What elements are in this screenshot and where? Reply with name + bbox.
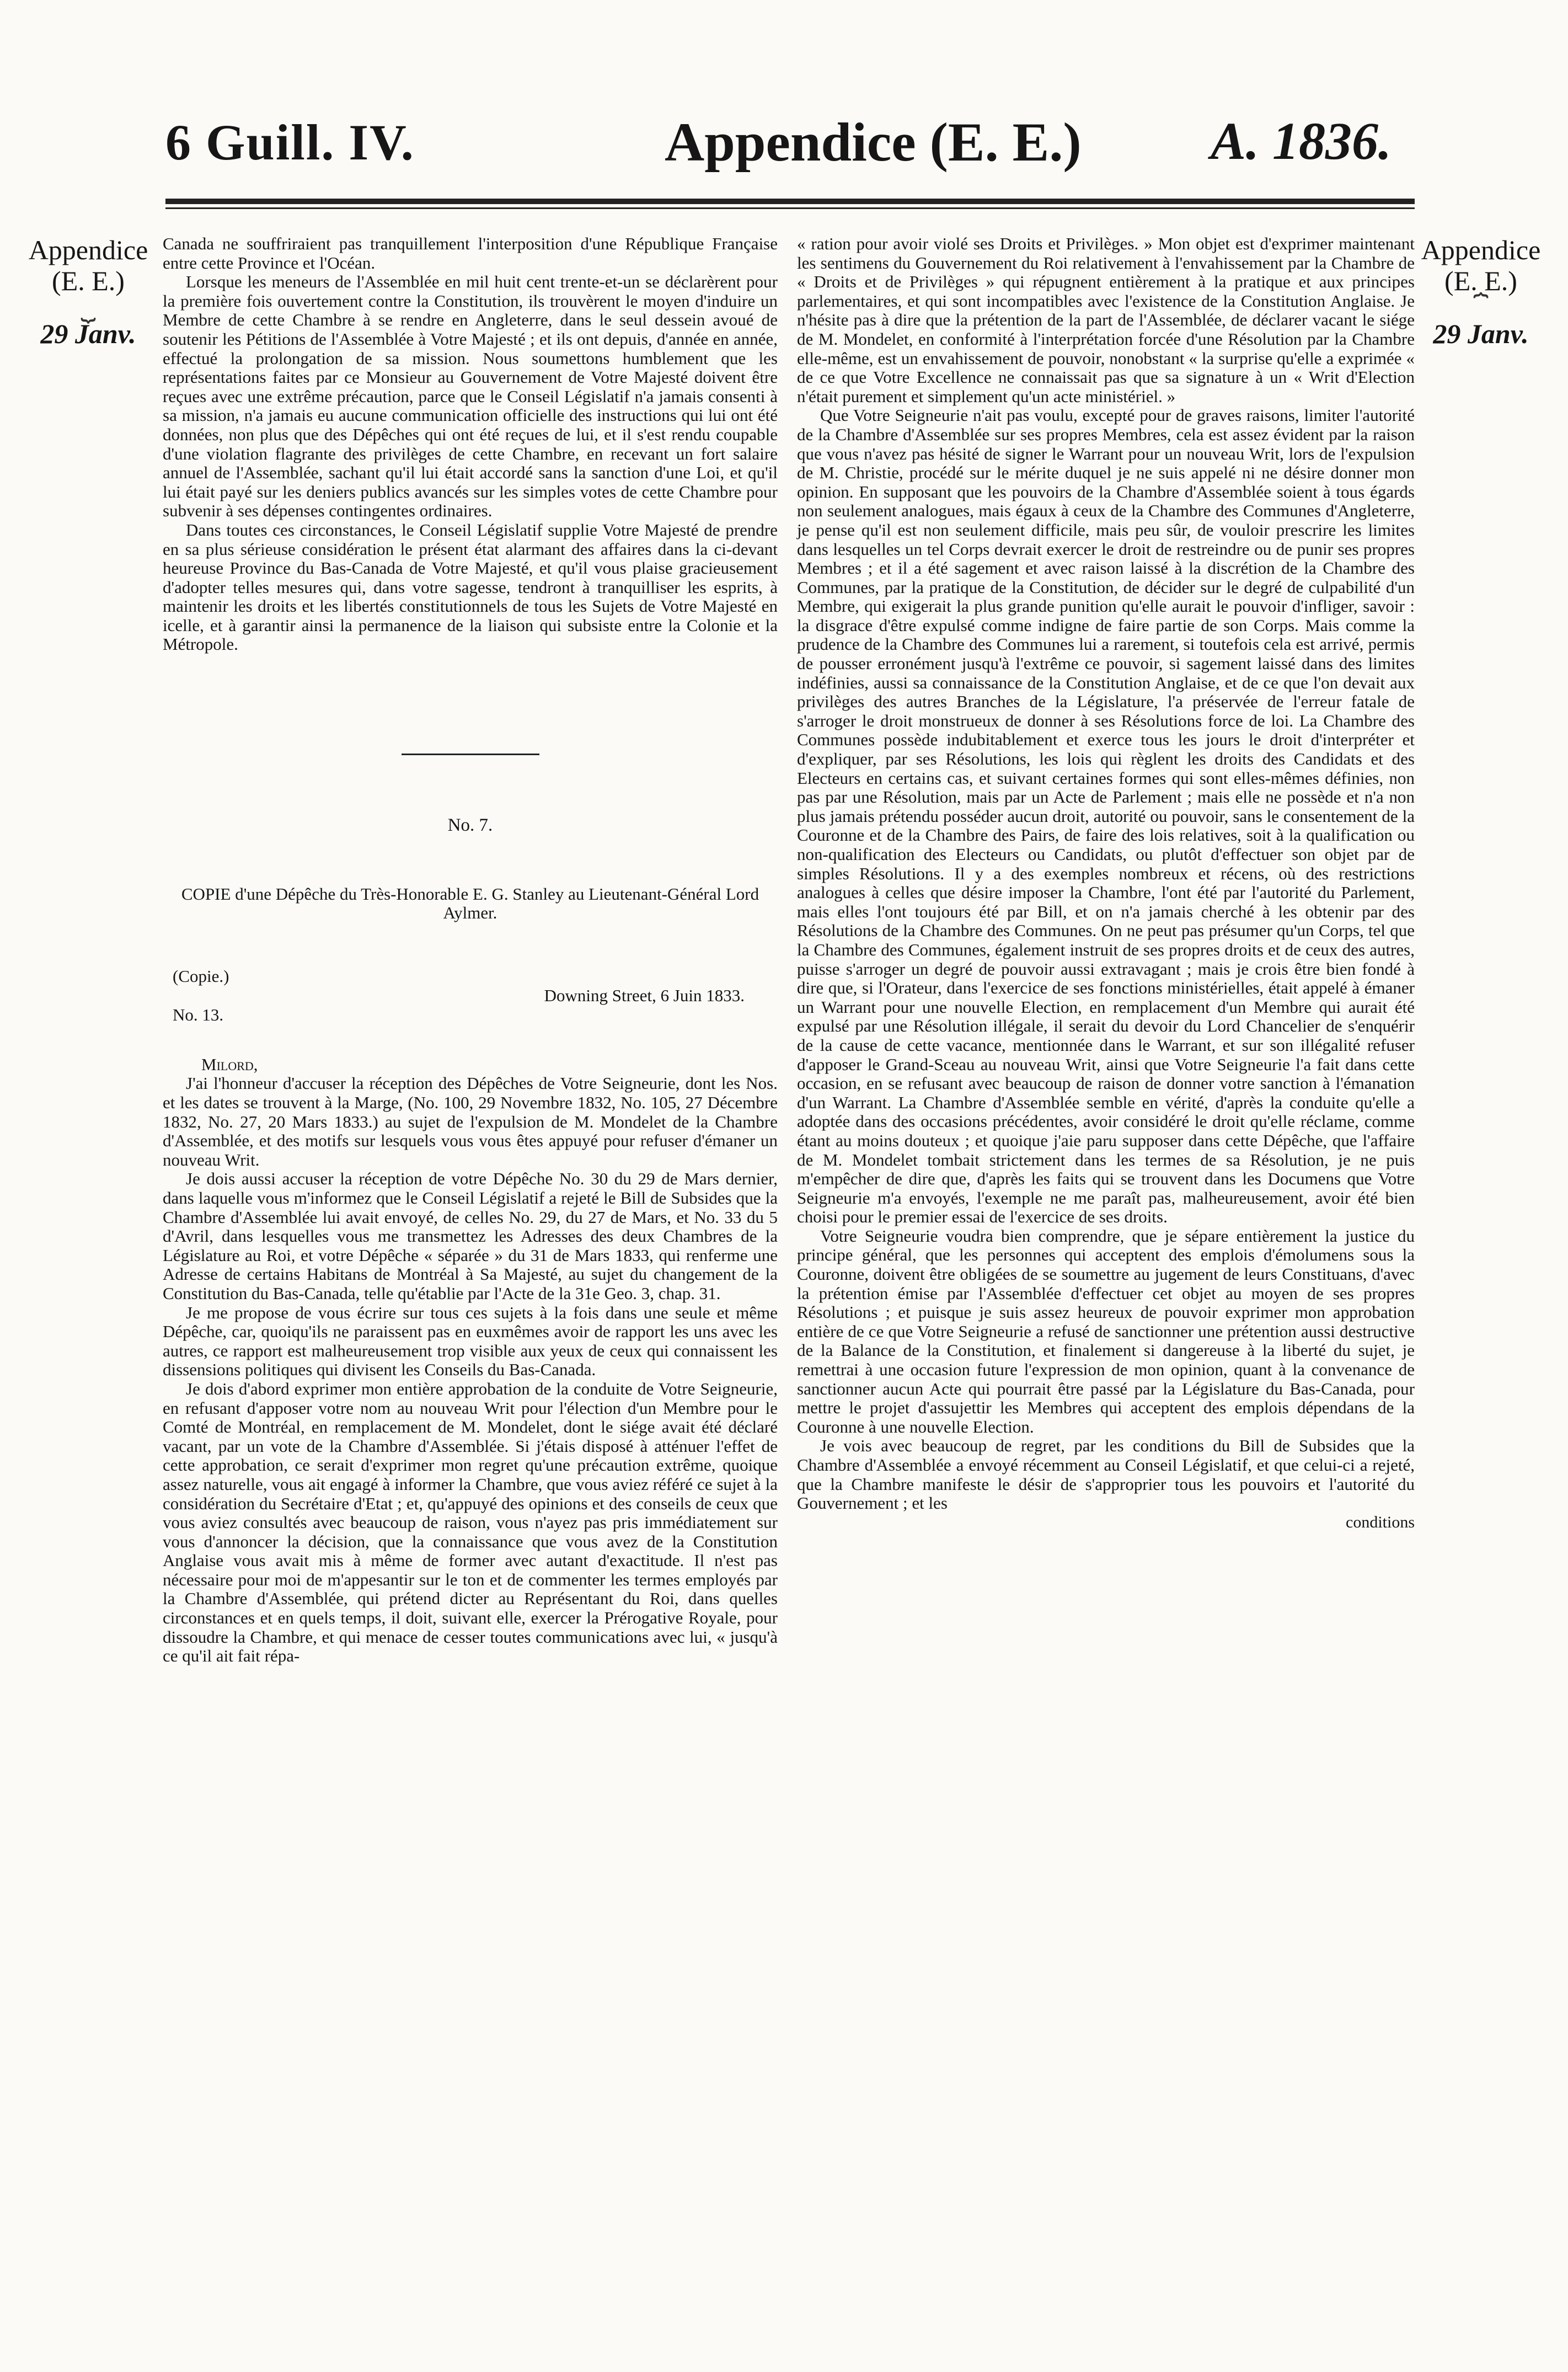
margin-note-left xyxy=(22,234,154,349)
margin-ref: (E. E.) xyxy=(1444,265,1517,296)
right-column xyxy=(797,234,1415,1532)
salutation: Milord, xyxy=(201,1054,258,1074)
document-title: COPIE d'une Dépêche du Très-Honorable E. G. Stanley au Lieutenant-Général Lord Aylmer. xyxy=(181,884,759,923)
paragraph: Je dois d'abord exprimer mon entière approbation de la conduite de Votre Seigneurie, en refusant d'apposer votre nom au nouveau Writ pour l'élection d'un Membre pour le Comté de Montréal, en remplacement de M. Mondelet, dont le siége avait été déclaré vacant, par un vote de la Chambre d'Assemblée. Si j'étais disposé à atténuer l'effet de cette approbation, ce serait d'exprimer mon regret qu'une précaution extrême, quoique assez naturelle, vous ait engagé à informer la Chambre, que vous aviez référé ce sujet à la considération du Secrétaire d'Etat ; et, qu'appuyé des opinions et des conseils de ceux que vous aviez consultés avec beaucoup de raison, vous n'ayez pas pris immédiatement sur vous d'annoncer la décision, que la connaissance que vous avez de la Constitution Anglaise vous avait mis à même de former avec autant d'exactitude. Il n'est pas nécessaire pour moi de m'appesantir sur le ton et de commenter les termes employés par la Chambre d'Assemblée, qui prétend dicter au Représentant du Roi, dans quelles circonstances et en quels temps, il doit, suivant elle, exercer la Prérogative Royale, pour dissoudre la Chambre, et qui menace de cesser toutes communications avec lui, « jusqu'à ce qu'il ait fait répa- xyxy=(163,1379,778,1666)
margin-note-right xyxy=(1415,234,1547,349)
brace-icon: ⏞ xyxy=(1473,293,1489,321)
paragraph: J'ai l'honneur d'accuser la réception des Dépêches de Votre Seigneurie, dont les Nos. et les dates se trouvent à la Marge, (No. 100, 29 Novembre 1832, No. 105, 27 Décembre 1832, No. 27, 20 Mars 1833.) au sujet de l'expulsion de M. Mondelet de la Chambre d'Assemblée, et des motifs sur lesquels vous vous êtes appuyé pour refuser d'émaner un nouveau Writ. xyxy=(163,1073,778,1169)
header-rule-thin xyxy=(165,207,1415,209)
document-number: No. 7. xyxy=(447,815,493,836)
left-column xyxy=(163,234,778,1666)
letter-meta xyxy=(163,967,778,1039)
paragraph: Lorsque les meneurs de l'Assemblée en mil huit cent trente-et-un se déclarèrent pour la première fois ouvertement contre la Constitution, ils trouvèrent le moyen d'induire un Membre de cette Chambre à se rendre en Angleterre, dans le seul dessein avoué de soutenir les Pétitions de l'Assemblée à Votre Majesté ; et ils ont depuis, d'année en année, effectué la prolongation de sa mission. Nous soumettons humblement que les représentations faites par ce Monsieur au Gouvernement de Votre Majesté doivent être reçues avec une extrême précaution, parce que le Conseil Législatif n'a jamais consenti à sa mission, n'a jamais eu aucune communication officielle des instructions qui lui ont été données, non plus que des Dépêches qui ont été reçues de lui, et il s'est rendu coupable d'une violation flagrante des privilèges de cette Chambre, en recevant un fort salaire annuel de l'Assemblée, sachant qu'il lui était accordé sans la sanction d'une Loi, et qu'il lui était payé sur les deniers publics avancés sur les simples votes de cette Chambre pour subvenir à ses dépenses contingentes ordinaires. xyxy=(163,272,778,521)
running-head-regnal-year: 6 Guill. IV. xyxy=(165,114,415,170)
margin-label: Appendice xyxy=(28,234,148,265)
margin-label: Appendice xyxy=(1421,234,1541,265)
place-date: Downing Street, 6 Juin 1833. xyxy=(544,985,745,1005)
catchword: conditions xyxy=(1346,1513,1415,1531)
paragraph: « ration pour avoir violé ses Droits et Privilèges. » Mon objet est d'exprimer maintenant les sentimens du Gouvernement du Roi relativement à l'envahissement par la Chambre de « Droits et de Privilèges » qui répugnent entièrement à la pratique et aux principes parlementaires, et qui sont incompatibles avec l'existence de la Constitution Anglaise. Je n'hésite pas à dire que la prétention de la part de l'Assemblée, de déclarer vacant le siége de M. Mondelet, en conformité à l'interprétation forcée d'une Résolution par la Chambre elle-même, est un envahissement de pouvoir, nonobstant « la surprise qu'elle a exprimée « de ce que Votre Excellence ne connaissait pas que sa signature à un « Writ d'Election n'était purement et simplement qu'un acte ministériel. » xyxy=(797,234,1415,406)
margin-date: 29 Janv. xyxy=(1433,318,1529,349)
paragraph: Je me propose de vous écrire sur tous ces sujets à la fois dans une seule et même Dépêche, car, quoiqu'ils ne paraissent pas en euxmêmes avoir de rapport les uns avec les autres, ce rapport est malheureusement trop visible aux yeux de ceux qui connaissent les dissensions politiques qui divisent les Conseils du Bas-Canada. xyxy=(163,1302,778,1380)
margin-date: 29 Janv. xyxy=(40,318,136,349)
reference-number: No. 13. xyxy=(173,1005,224,1024)
paragraph: Dans toutes ces circonstances, le Conseil Législatif supplie Votre Majesté de prendre en sa plus sérieuse considération le présent état alarmant des affaires dans la ci-devant heureuse Province du Bas-Canada de Votre Majesté, et qu'il vous plaise gracieusement d'adopter telles mesures qui, dans votre sagesse, tendront à tranquilliser les esprits, à maintenir les droits et les libertés constitutionnels de tous les Sujets de Votre Majesté en icelle, et à garantir ainsi la permanence de la liaison qui subsiste entre la Colonie et la Métropole. xyxy=(163,520,778,654)
paragraph: Canada ne souffriraient pas tranquillement l'interposition d'une République Française entre cette Province et l'Océan. xyxy=(163,234,778,273)
copy-label: (Copie.) xyxy=(173,966,229,986)
running-head-title: Appendice (E. E.) xyxy=(665,111,1082,173)
header-rule-thick xyxy=(165,199,1415,204)
paragraph: Que Votre Seigneurie n'ait pas voulu, excepté pour de graves raisons, limiter l'autorité de la Chambre d'Assemblée sur ses propres Membres, cela est assez évident par la raison que vous n'avez pas hésité de signer le Warrant pour un nouveau Writ, lors de l'expulsion de M. Christie, procédé sur le mérite duquel je ne suis appelé ni ne désire donner mon opinion. En supposant que les pouvoirs de la Chambre d'Assemblée soient à tous égards non seulement analogues, mais égaux à ceux de la Chambre des Communes d'Angleterre, je pense qu'il est non seulement difficile, mais peu sûr, de vouloir prescrire les limites dans lesquelles un tel Corps devrait exercer le droit de restreindre ou de punir ses propres Membres ; et il a été sagement et avec raison laissé à la discrétion de la Chambre des Communes, par la pratique de la Constitution, de décider sur le degré de culpabilité d'un Membre, qui exigerait la plus grande punition qu'elle aurait le pouvoir d'infliger, savoir : la disgrace d'être expulsé comme indigne de faire partie de son Corps. Mais comme la prudence de la Chambre des Communes lui a rarement, si toutefois cela est arrivé, permis de pousser erronément jusqu'à l'extrême ce pouvoir, si sagement laissé dans des limites indéfinies, aussi sa connaissance de la Constitution Anglaise, et de ce que l'on devait aux privilèges des autres Branches de la Législature, l'a préservée de l'erreur fatale de s'arroger le droit monstrueux de donner à ses Résolutions force de loi. La Chambre des Communes possède indubitablement et exerce tous les jours le droit d'interpréter et d'expliquer, par ses Résolutions, les lois qui règlent les droits des Candidats et des Electeurs en certains cas, et suivant certaines formes qui sont elles-mêmes définies, non pas par une Résolution, mais par un Acte de Parlement ; mais elle ne possède et n'a non plus jamais prétendu posséder aucun droit, autorité ou pouvoir, sans le consentement de la Couronne et de la Chambre des Pairs, de faire des lois relatives, soit à la qualification ou non-qualification des Electeurs ou Candidats, ou plutôt d'effectuer son objet par de simples Résolutions. Il y a des exemples nombreux et récens, où des restrictions analogues à celles que désire imposer la Chambre, l'ont été par l'autorité du Parlement, mais elles l'ont toujours été par Bill, et on n'a jamais cherché à les obtenir par des Résolutions de la Chambre des Communes. On ne peut pas présumer qu'un Corps, tel que la Chambre des Communes, également instruit de ses propres droits et de ceux des autres, puisse s'arroger un degré de pouvoir aussi extravagant ; mais je crois être bien fondé à dire que, si l'Orateur, dans l'exercice de ses fonctions ministérielles, était appelé à émaner un Warrant pour une nouvelle Election, en remplacement d'un Membre qui aurait été expulsé par une Résolution illégale, il serait du devoir du Lord Chancelier de s'enquérir de la cause de cette vacance, mentionnée dans le Warrant, et sur son illégalité refuser d'apposer le Grand-Sceau au nouveau Writ, ainsi que Votre Seigneurie l'a fait dans cette occasion, en se refusant avec beaucoup de raison de donner votre sanction à l'émanation d'un Warrant. La Chambre d'Assemblée semble en vérité, d'après la conduite qu'elle a adoptée dans des occasions précédentes, avoir considéré le droit qu'elle réclame, comme étant au moins douteux ; et quoique j'aie paru supposer dans cette Dépêche, que l'affaire de M. Mondelet tombait strictement dans les termes de sa Résolution, je ne puis m'empêcher de dire que, d'après les faits qui se trouvent dans les Documens que Votre Seigneurie m'a envoyés, l'exemple ne me paraît pas, malheureusement, avoir été bien choisi pour le premier essai de l'exercice de ses droits. xyxy=(797,405,1415,1227)
paragraph: Je dois aussi accuser la réception de votre Dépêche No. 30 du 29 de Mars dernier, dans laquelle vous m'informez que le Conseil Législatif a rejeté le Bill de Subsides que la Chambre d'Assemblée lui avait envoyé, de celles No. 29, du 27 de Mars, et No. 33 du 5 d'Avril, dans lesquelles vous me transmettez les Adresses des deux Chambres de la Législature au Roi, et votre Dépêche « séparée » du 31 de Mars 1833, qui renferme une Adresse de certains Habitans de Montréal à Sa Majesté, au sujet du changement de la Constitution du Bas-Canada, telle qu'établie par l'Acte de la 31e Geo. 3, chap. 31. xyxy=(163,1169,778,1303)
paragraph: Votre Seigneurie voudra bien comprendre, que je sépare entièrement la justice du principe général, que les personnes qui acceptent des emplois d'émolumens sous la Couronne, doivent être obligées de se soumettre au jugement de leurs Constituans, d'avec la prétention émise par l'Assemblée d'effectuer cet objet au moyen de ses propres Résolutions ; et puisque je suis assez heureux de pouvoir exprimer mon approbation entière de ce que Votre Seigneurie a refusé de sanctionner une prétention aussi destructive de la Balance de la Constitution, et finalement si dangereuse à la liberté du sujet, je remettrai à une occasion future l'expression de mon opinion, quant à la convenance de sanctionner aucun Acte qui pourrait être passé par la Législature du Bas-Canada, pour mettre le projet d'assujettir les Membres qui acceptent des emplois dépendans de la Couronne à une nouvelle Election. xyxy=(797,1226,1415,1436)
margin-ref: (E. E.) xyxy=(52,265,125,296)
page-header xyxy=(0,0,1568,210)
brace-icon: ⏟ xyxy=(81,293,96,321)
section-divider xyxy=(402,754,539,755)
running-head-year: A. 1836. xyxy=(1211,111,1392,170)
paragraph: Je vois avec beaucoup de regret, par les conditions du Bill de Subsides que la Chambre d'Assemblée a envoyé récemment au Conseil Législatif, et que celui-ci a rejeté, que la Chambre manifeste le désir de s'approprier tous les pouvoirs et l'autorité du Gouvernement ; et les xyxy=(797,1436,1415,1513)
